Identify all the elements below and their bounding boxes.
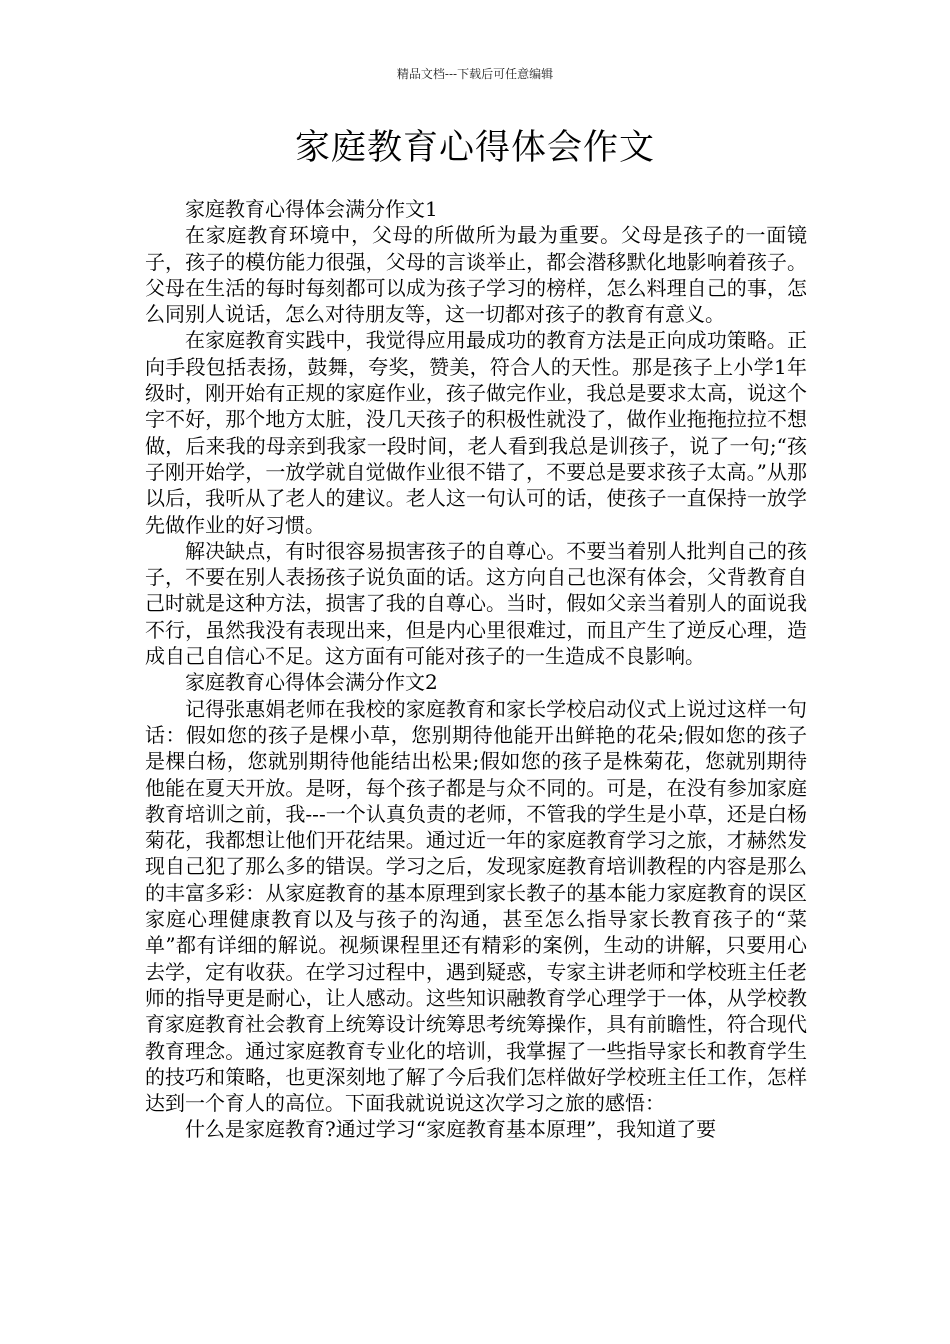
document-title: 家庭教育心得体会作文: [294, 128, 655, 168]
body-paragraph: 在家庭教育实践中，我觉得应用最成功的教育方法是正向成功策略。正向手段包括表扬，鼓舞，夸奖，赞美，符合人的天性。那是孩子上小学1年级时，刚开始有正规的家庭作业，孩子做完作业，我总是要求太高，说这个字不好，那个地方太脏，没几天孩子的积极性就没了，做作业拖拖拉拉不想做，后来我的母亲到我家一段时间，老人看到我总是训孩子，说了一句;“孩子刚开始学，一放学就自觉做作业很不错了，不要总是要求孩子太高。”从那以后，我听从了老人的建议。老人这一句认可的话，使孩子一直保持一放学先做作业的好习惯。: [145, 328, 807, 537]
body-paragraph: 解决缺点，有时很容易损害孩子的自尊心。不要当着别人批判自己的孩子，不要在别人表扬孩子说负面的话。这方向自己也深有体会，父背教育自己时就是这种方法，损害了我的自尊心。当时，假如父亲当着别人的面说我不行，虽然我没有表现出来，但是内心里很难过，而且产生了逆反心理，造成自己自信心不足。这方面有可能对孩子的一生造成不良影响。: [145, 538, 807, 669]
section-heading-2: 家庭教育心得体会满分作文2: [185, 670, 438, 695]
body-paragraph: 在家庭教育环境中，父母的所做所为最为重要。父母是孩子的一面镜子，孩子的模仿能力很强，父母的言谈举止，都会潜移默化地影响着孩子。父母在生活的每时每刻都可以成为孩子学习的榜样，怎么料理自己的事，怎么同别人说话，怎么对待朋友等，这一切都对孩子的教育有意义。: [145, 223, 807, 327]
document-body: [145, 196, 807, 1143]
header-note: 精品文档---下载后可任意编辑: [396, 67, 554, 81]
body-paragraph: 记得张惠娟老师在我校的家庭教育和家长学校启动仪式上说过这样一句话：假如您的孩子是棵小草，您别期待他能开出鲜艳的花朵;假如您的孩子是棵白杨，您就别期待他能结出松果;假如您的孩子是株菊花，您就别期待他能在夏天开放。是呀，每个孩子都是与众不同的。可是，在没有参加家庭教育培训之前，我---一个认真负责的老师，不管我的学生是小草，还是白杨菊花，我都想让他们开花结果。通过近一年的家庭教育学习之旅，才赫然发现自己犯了那么多的错误。学习之后，发现家庭教育培训教程的内容是那么的丰富多彩：从家庭教育的基本原理到家长教子的基本能力家庭教育的误区家庭心理健康教育以及与孩子的沟通，甚至怎么指导家长教育孩子的“菜单”都有详细的解说。视频课程里还有精彩的案例，生动的讲解，只要用心去学，定有收获。在学习过程中，遇到疑惑，专家主讲老师和学校班主任老师的指导更是耐心，让人感动。这些知识融教育学心理学于一体，从学校教育家庭教育社会教育上统筹设计统筹思考统筹操作，具有前瞻性，符合现代教育理念。通过家庭教育专业化的培训，我掌握了一些指导家长和教育学生的技巧和策略，也更深刻地了解了今后我们怎样做好学校班主任工作，怎样达到一个育人的高位。下面我就说说这次学习之旅的感悟：: [145, 696, 807, 1116]
body-paragraph: 什么是家庭教育?通过学习“家庭教育基本原理”，我知道了要: [185, 1117, 717, 1142]
section-heading-1: 家庭教育心得体会满分作文1: [185, 197, 438, 221]
